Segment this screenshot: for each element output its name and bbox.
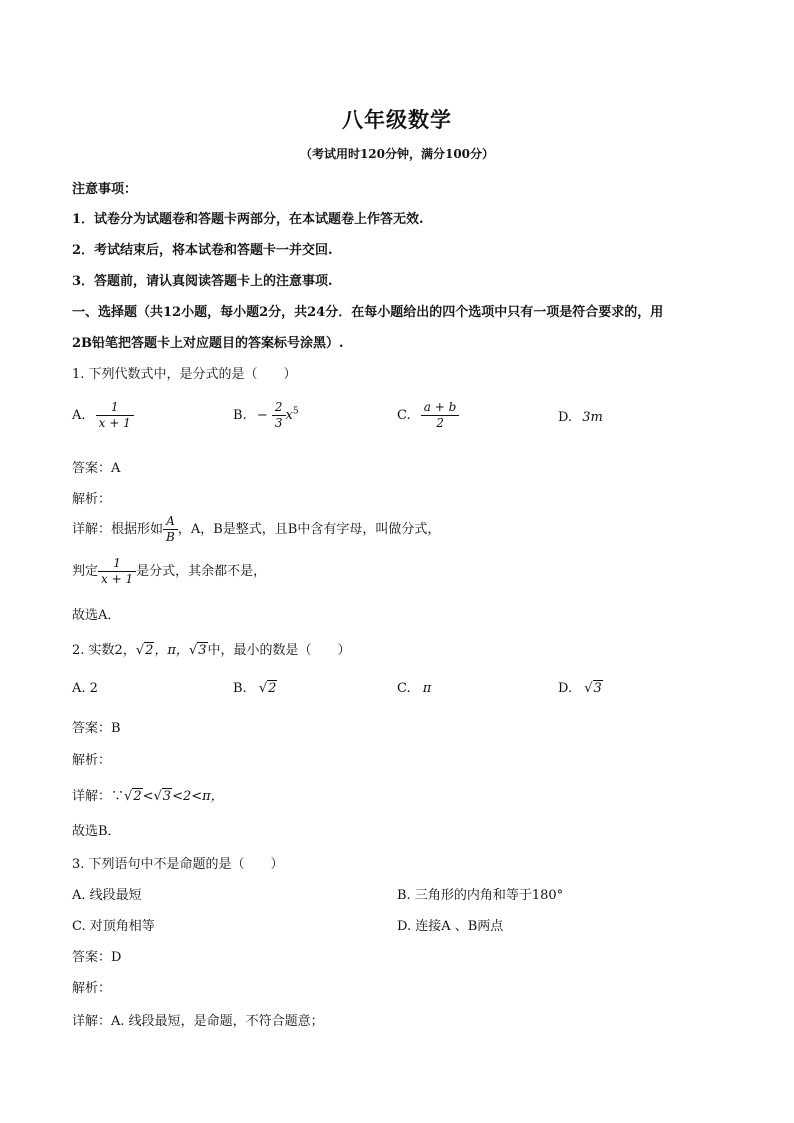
- question-2-stem: [72, 639, 351, 658]
- q3-option-c: C. 对顶角相等: [72, 919, 155, 934]
- q3-option-d: D. 连接A 、B两点: [397, 919, 504, 934]
- note-item-2: 2．考试结束后，将本试卷和答题卡一并交回.: [72, 243, 333, 258]
- page-title: 八年级数学: [342, 107, 452, 132]
- q1-option-a-numerator: 1: [96, 400, 134, 416]
- note-item-1: 1．试卷分为试题卷和答题卡两部分，在本试题卷上作答无效.: [72, 212, 424, 227]
- q1-option-b-fraction: [272, 400, 286, 431]
- q2-stem-sqrt-2: √2: [135, 643, 154, 658]
- q1-option-d-value: 3m: [582, 410, 603, 425]
- q3-option-a: A. 线段最短: [72, 888, 142, 903]
- q1-judge-prefix: 判定: [72, 564, 99, 579]
- page-subtitle: （考试用时120分钟，满分100分）: [299, 147, 495, 161]
- q1-detail-fraction: [163, 514, 178, 545]
- q1-detail: [72, 514, 440, 545]
- q1-detail-numerator: A: [163, 514, 178, 530]
- q1-option-c-numerator: a + b: [421, 400, 460, 416]
- q1-option-b-numerator: 2: [272, 400, 286, 416]
- q1-option-a-label: A.: [72, 408, 86, 423]
- q1-option-c-fraction: [421, 400, 460, 431]
- q2-stem-sqrt-3: √3: [188, 643, 207, 658]
- q3-option-b: B. 三角形的内角和等于180°: [397, 888, 564, 903]
- q1-option-a-denominator: x + 1: [98, 416, 131, 430]
- q2-option-d-radicand: 3: [593, 681, 602, 696]
- q2-detail-radicand-3: 3: [162, 789, 172, 804]
- q2-conclusion: 故选B．: [72, 824, 121, 839]
- q2-stem-radicand-2: 2: [145, 643, 154, 658]
- q2-option-d: [558, 681, 603, 696]
- q2-option-b-label: B.: [233, 681, 247, 696]
- q2-stem-pi: ，π，: [154, 643, 189, 658]
- q2-option-a: A. 2: [72, 681, 98, 696]
- q1-judge-fraction: [98, 556, 136, 587]
- q1-judge-denominator: x + 1: [101, 572, 134, 586]
- section-heading-line2: 2B铅笔把答题卡上对应题目的答案标号涂黑）.: [72, 336, 344, 351]
- q2-option-d-sqrt: √3: [584, 681, 602, 696]
- q1-option-b-sign: −: [256, 408, 268, 423]
- q1-option-b-denominator: 3: [274, 416, 283, 430]
- q2-stem-suffix: 中，最小的数是（ ）: [207, 643, 351, 658]
- q2-stem-radicand-3: 3: [198, 643, 207, 658]
- q1-option-c: [397, 400, 459, 431]
- q2-option-c: [397, 681, 431, 696]
- q2-detail-radicand-2: 2: [133, 789, 142, 804]
- q1-answer: 答案：A: [72, 461, 121, 476]
- q2-option-c-value: π: [422, 681, 432, 696]
- question-1-stem: 1. 下列代数式中，是分式的是（ ）: [72, 367, 297, 382]
- q2-option-b-radicand: 2: [268, 681, 277, 696]
- q2-detail-sqrt-3: √3: [153, 789, 172, 804]
- q2-detail-lt: <: [142, 789, 154, 804]
- q1-option-b-label: B.: [233, 408, 247, 423]
- q1-conclusion: 故选A．: [72, 608, 121, 623]
- q1-detail-suffix: ，A，B是整式，且B中含有字母，叫做分式，: [177, 522, 441, 537]
- q2-option-b-sqrt: √2: [258, 681, 277, 696]
- q2-analysis-label: 解析：: [72, 753, 112, 768]
- q1-analysis-label: 解析：: [72, 492, 112, 507]
- q2-detail-sqrt-2: √2: [124, 789, 142, 804]
- question-3-stem: 3. 下列语句中不是命题的是（ ）: [72, 857, 284, 872]
- q1-option-c-denominator: 2: [436, 416, 444, 430]
- q2-answer: 答案：B: [72, 721, 121, 736]
- section-heading-line1: 一、选择题（共12小题，每小题2分，共24分．在每小题给出的四个选项中只有一项是符合要求的，用: [72, 305, 664, 320]
- q2-option-d-label: D.: [558, 681, 573, 696]
- q1-option-a: [72, 400, 134, 431]
- notes-heading: 注意事项：: [72, 182, 138, 197]
- q2-option-b: [233, 681, 277, 696]
- q1-detail-prefix: 详解：根据形如: [72, 522, 164, 537]
- q1-option-d: [558, 410, 603, 425]
- q2-detail: [72, 785, 224, 804]
- q1-detail-denominator: B: [166, 530, 175, 544]
- q1-option-d-label: D.: [558, 410, 573, 425]
- q1-judge: [72, 556, 266, 587]
- q2-stem-prefix: 2. 实数2，: [72, 643, 136, 658]
- q3-analysis-label: 解析：: [72, 981, 112, 996]
- q3-answer: 答案：D: [72, 950, 122, 965]
- q1-judge-numerator: 1: [98, 556, 136, 572]
- q1-option-b: [233, 400, 299, 431]
- q2-detail-rest: <2<π，: [172, 789, 224, 804]
- q1-option-b-exponent: 5: [292, 406, 299, 417]
- q2-option-c-label: C.: [397, 681, 411, 696]
- q1-option-c-label: C.: [397, 408, 411, 423]
- q1-judge-suffix: 是分式，其余都不是，: [136, 564, 267, 579]
- q3-detail: 详解：A. 线段最短，是命题，不符合题意；: [72, 1014, 324, 1029]
- note-item-3: 3．答题前，请认真阅读答题卡上的注意事项.: [72, 274, 333, 289]
- q2-detail-prefix: 详解：∵: [72, 789, 125, 804]
- q1-option-b-variable: x: [285, 408, 293, 423]
- q1-option-a-fraction: [96, 400, 134, 431]
